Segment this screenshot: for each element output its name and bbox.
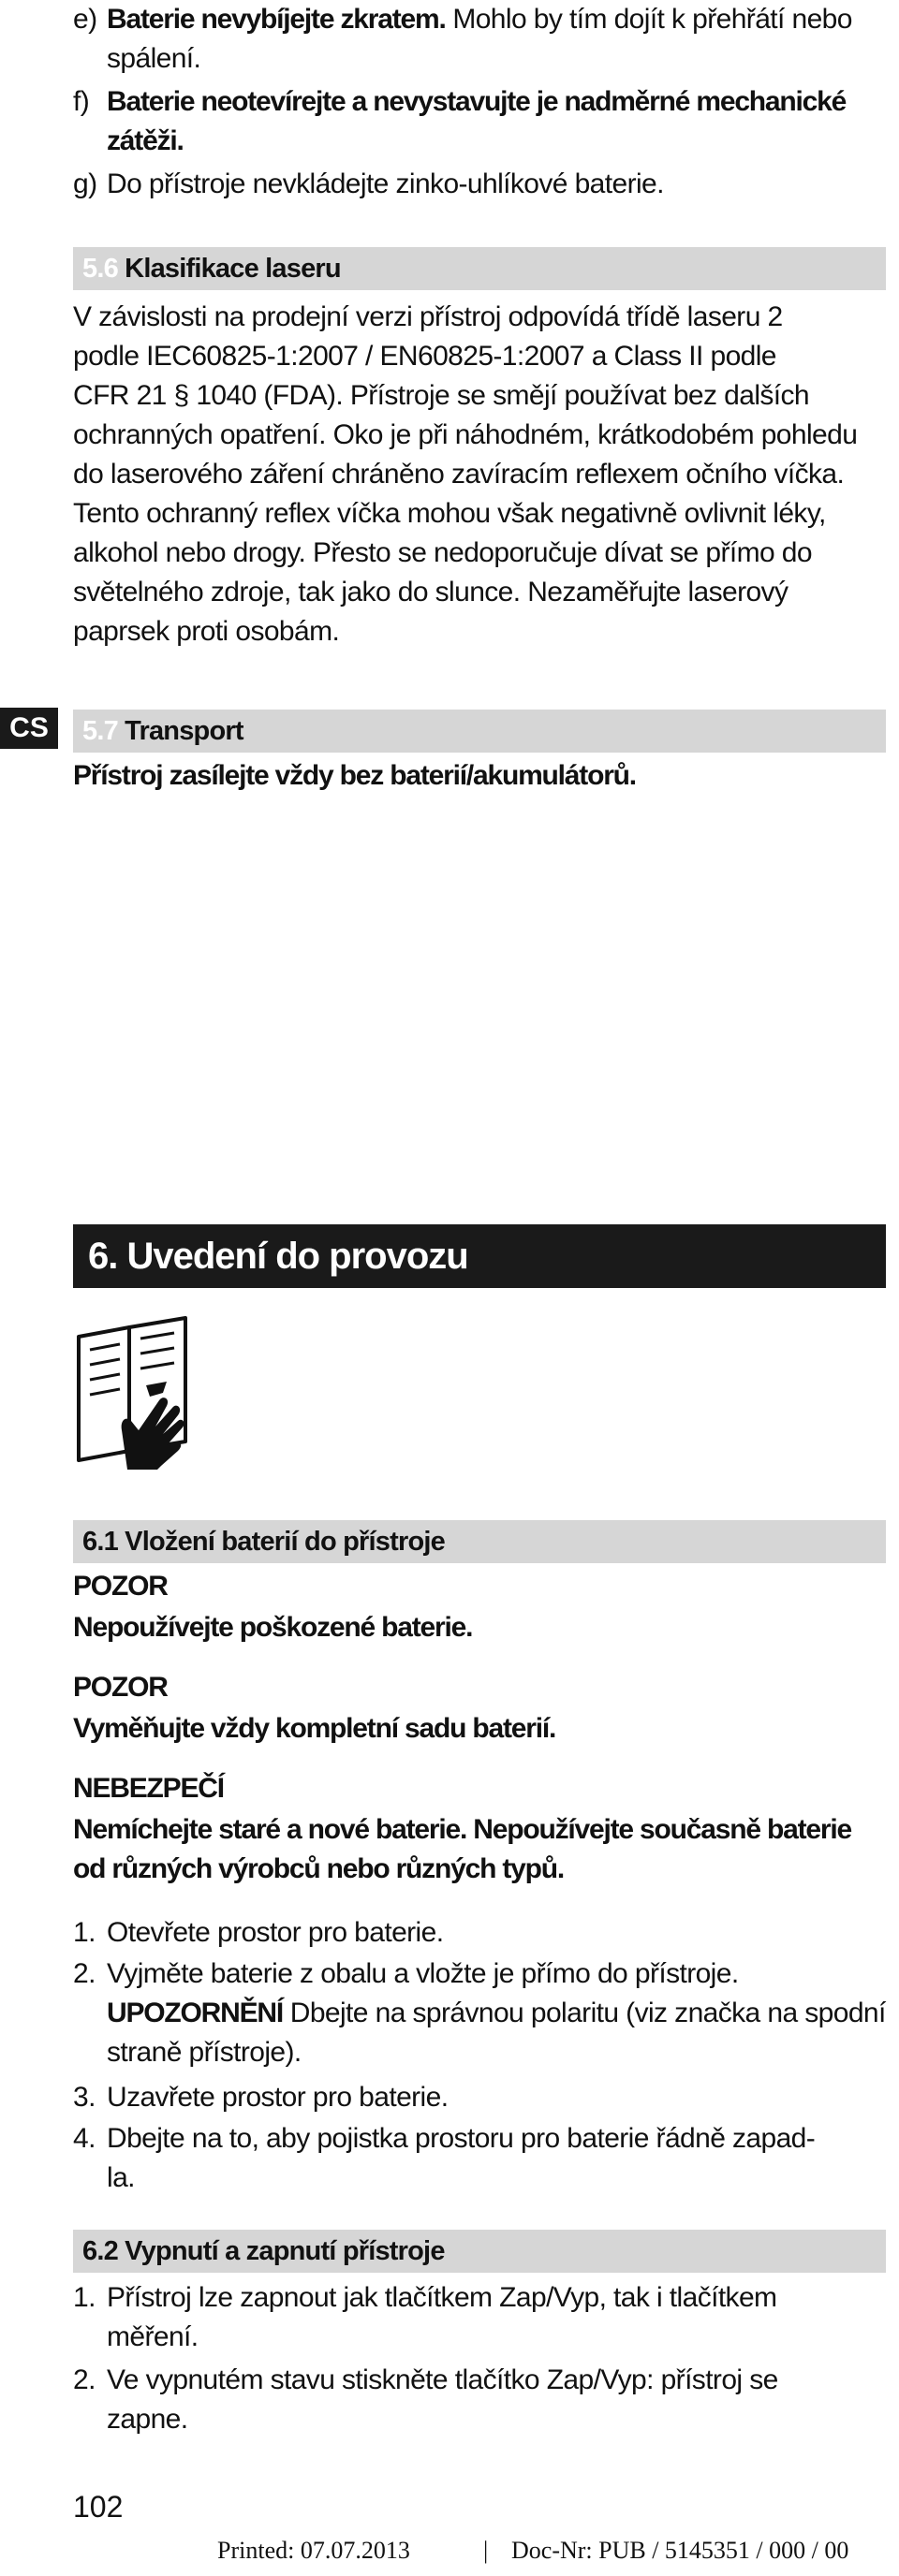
chapter-heading: 6. Uvedení do provozu (73, 1224, 886, 1288)
list-text: Mohlo by tím dojít k přehřátí nebo spálení. (107, 4, 852, 74)
section-title: Transport (117, 716, 243, 746)
list-item (73, 0, 888, 79)
list-marker: 2. (73, 1958, 96, 1989)
list-text: Přístroj lze zapnout jak tlačítkem Zap/Vyp, tak i tlačítkem (107, 2282, 777, 2313)
warning-label: POZOR (73, 1672, 168, 1703)
list-item (73, 2078, 888, 2117)
section-number: 5.7 (82, 716, 118, 746)
section-title: Vypnutí a zapnutí přístroje (117, 2236, 445, 2266)
text-line: alkohol nebo drogy. Přesto se nedoporučuje dívat se přímo do (73, 537, 812, 568)
section-number: 5.6 (82, 254, 118, 284)
text-line: Nemíchejte staré a nové baterie. Nepoužívejte současně baterie (73, 1814, 851, 1845)
page-number: 102 (73, 2490, 124, 2524)
list-marker: 1. (73, 1917, 96, 1948)
warning-label: POZOR (73, 1571, 168, 1602)
list-item (73, 165, 888, 204)
list-text: zapne. (107, 2404, 188, 2435)
text-line: Tento ochranný reflex víčka mohou však negativně ovlivnit léky, (73, 498, 826, 529)
list-marker: 3. (73, 2082, 96, 2113)
list-item (73, 2361, 888, 2439)
text-line: ochranných opatření. Oko je při náhodném, krátkodobém pohledu (73, 419, 858, 450)
warning-text: Nepoužívejte poškozené baterie. (73, 1612, 473, 1643)
list-marker: g) (73, 168, 97, 199)
list-text: Ve vypnutém stavu stiskněte tlačítko Zap/Vyp: přístroj se (107, 2364, 778, 2395)
note-text: Dbejte na správnou polaritu (viz značka na spodní (283, 1998, 886, 2028)
text-line: V závislosti na prodejní verzi přístroj odpovídá třídě laseru 2 (73, 301, 783, 332)
text-line: do laserového záření chráněno zavíracím reflexem očního víčka. (73, 459, 845, 490)
section-heading-6-1 (73, 1520, 886, 1563)
text-line: podle IEC60825-1:2007 / EN60825-1:2007 a Class II podle (73, 341, 776, 372)
list-item (73, 2119, 888, 2198)
printed-date: Printed: 07.07.2013 (217, 2537, 410, 2564)
list-text: Vyjměte baterie z obalu a vložte je přímo do přístroje. (107, 1958, 739, 1989)
list-bold-text: Baterie neotevírejte a nevystavujte je nadměrné mechanické zátěži. (107, 86, 847, 156)
list-item (73, 2278, 888, 2357)
note-text: straně přístroje). (107, 2037, 302, 2068)
text-line: světelného zdroje, tak jako do slunce. Nezaměřujte laserový (73, 577, 788, 607)
read-manual-icon (73, 1310, 195, 1470)
language-tab: CS (0, 708, 58, 749)
list-item (73, 1954, 888, 2072)
list-text: la. (107, 2162, 135, 2193)
note-label: UPOZORNĚNÍ (107, 1998, 284, 2028)
warning-text: Vyměňujte vždy kompletní sadu baterií. (73, 1713, 556, 1744)
section-number: 6.1 (82, 1527, 118, 1557)
section-heading-6-2 (73, 2230, 886, 2273)
laser-classification-text (73, 298, 892, 651)
list-item (73, 82, 888, 161)
transport-instruction: Přístroj zasílejte vždy bez baterií/akumulátorů. (73, 760, 636, 791)
list-bold-text: Baterie nevybíjejte zkratem. (107, 4, 446, 35)
section-heading-5-6 (73, 247, 886, 290)
text-line: paprsek proti osobám. (73, 616, 340, 647)
danger-text (73, 1810, 897, 1889)
document-number: Doc-Nr: PUB / 5145351 / 000 / 00 (511, 2537, 849, 2564)
section-title: Klasifikace laseru (117, 254, 341, 284)
list-marker: e) (73, 4, 97, 35)
list-text: Do přístroje nevkládejte zinko-uhlíkové baterie. (107, 168, 664, 199)
text-line: CFR 21 § 1040 (FDA). Přístroje se smějí používat bez dalších (73, 380, 809, 411)
section-title: Vložení baterií do přístroje (117, 1527, 445, 1557)
list-text: Otevřete prostor pro baterie. (107, 1917, 444, 1948)
list-marker: 1. (73, 2282, 96, 2313)
list-item (73, 1913, 888, 1953)
footer-separator: | (483, 2537, 489, 2564)
text-line: od různých výrobců nebo různých typů. (73, 1853, 564, 1884)
list-text: měření. (107, 2321, 199, 2352)
list-marker: 2. (73, 2364, 96, 2395)
section-number: 6.2 (82, 2236, 118, 2266)
list-marker: f) (73, 86, 90, 117)
list-marker: 4. (73, 2123, 96, 2154)
danger-label: NEBEZPEČÍ (73, 1773, 224, 1804)
list-text: Uzavřete prostor pro baterie. (107, 2082, 449, 2113)
section-heading-5-7 (73, 710, 886, 753)
list-text: Dbejte na to, aby pojistka prostoru pro baterie řádně zapad- (107, 2123, 816, 2154)
